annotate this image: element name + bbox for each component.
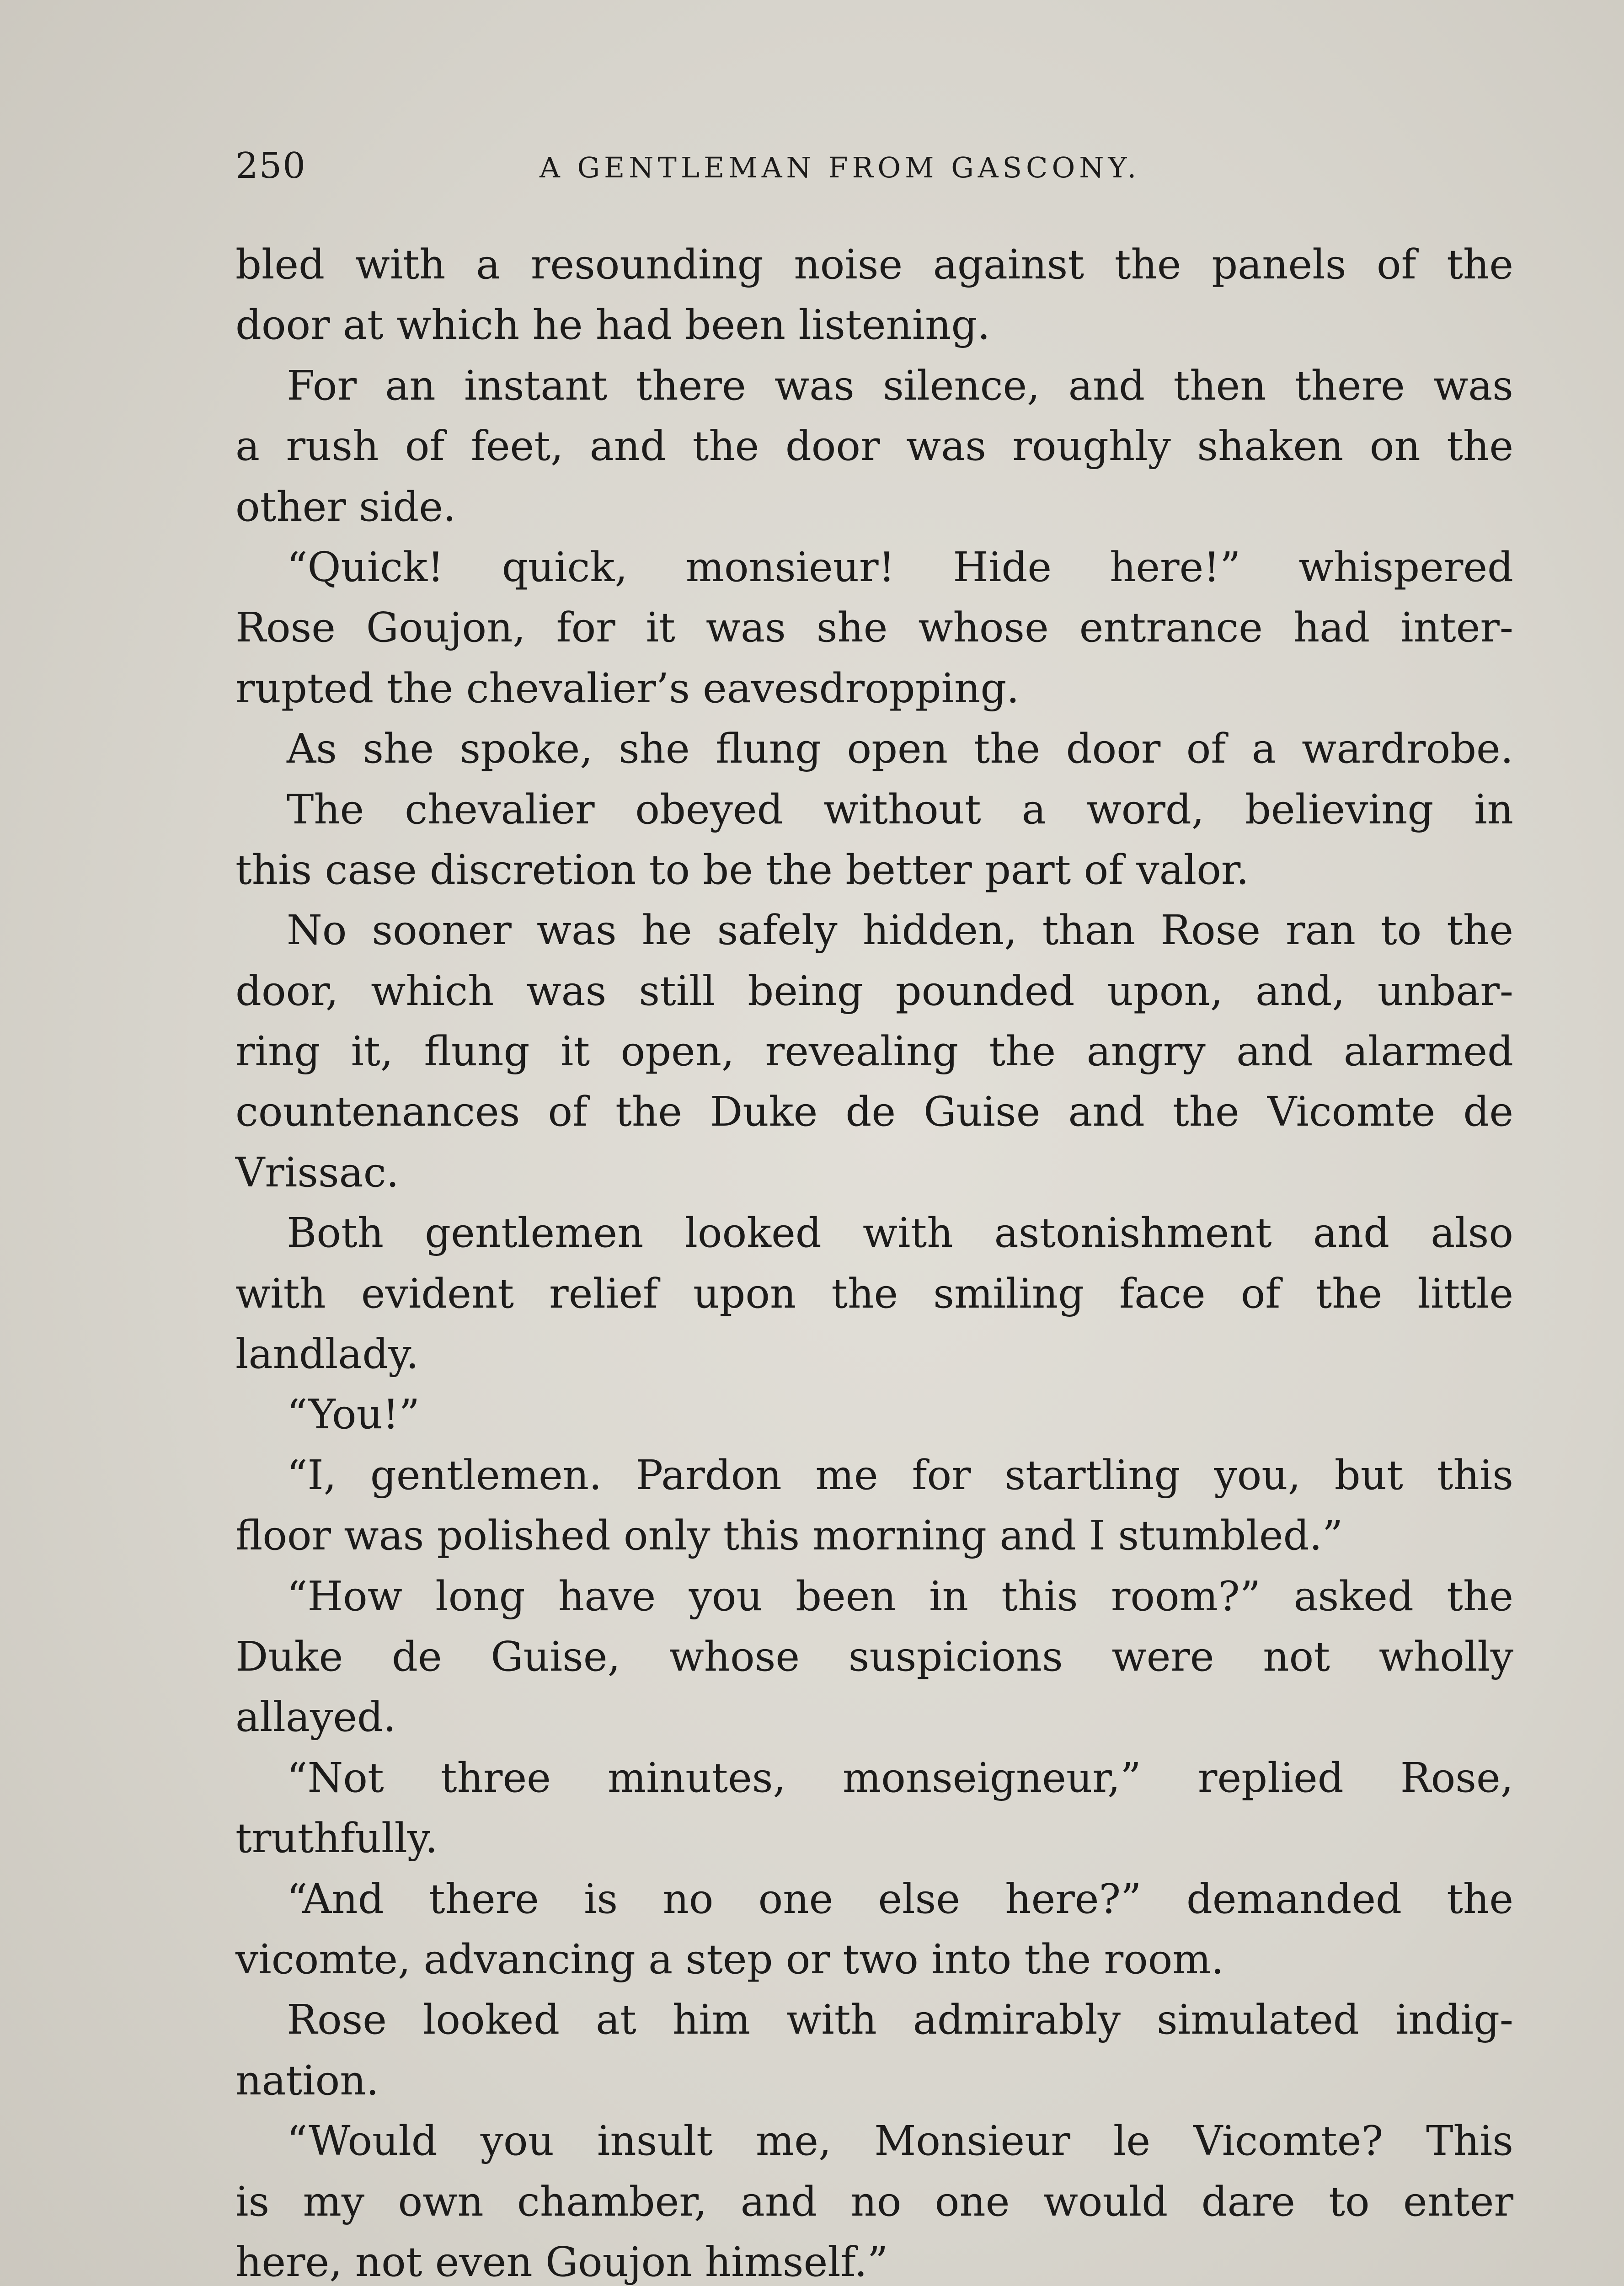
- text-line: “Would you insult me, Monsieur le Vicomte? This: [287, 2117, 1513, 2165]
- text-line: ring it, flung it open, revealing the angry and alarmed: [235, 1027, 1513, 1075]
- running-title: A GENTLEMAN FROM GASCONY.: [540, 151, 1141, 184]
- text-line: allayed.: [235, 1693, 396, 1741]
- text-line: No sooner was he safely hidden, than Rose ran to the: [287, 906, 1513, 954]
- text-line: countenances of the Duke de Guise and the Vicomte de: [235, 1088, 1513, 1136]
- text-line: “Quick! quick, monsieur! Hide here!” whispered: [287, 543, 1513, 591]
- text-line: landlady.: [235, 1330, 419, 1378]
- text-line: this case discretion to be the better part of valor.: [235, 845, 1249, 893]
- text-line: As she spoke, she flung open the door of a wardrobe.: [287, 725, 1513, 773]
- text-line: “How long have you been in this room?” asked the: [287, 1572, 1513, 1620]
- text-line: nation.: [235, 2056, 379, 2104]
- text-line: “I, gentlemen. Pardon me for startling you, but this: [287, 1451, 1513, 1499]
- text-line: with evident relief upon the smiling face of the little: [235, 1269, 1513, 1317]
- text-line: For an instant there was silence, and then there was: [287, 361, 1513, 409]
- text-line: vicomte, advancing a step or two into the room.: [235, 1935, 1224, 1983]
- text-line: The chevalier obeyed without a word, believing in: [287, 785, 1513, 833]
- text-line: bled with a resounding noise against the panels of the: [235, 240, 1513, 288]
- text-line: door at which he had been listening.: [235, 301, 990, 349]
- text-line: “Not three minutes, monseigneur,” replied Rose,: [287, 1753, 1513, 1801]
- text-line: Both gentlemen looked with astonishment and also: [287, 1209, 1513, 1257]
- text-line: other side.: [235, 482, 456, 530]
- text-line: a rush of feet, and the door was roughly shaken on the: [235, 422, 1513, 470]
- text-line: floor was polished only this morning and I stumbled.”: [235, 1512, 1343, 1560]
- text-line: rupted the chevalier’s eavesdropping.: [235, 664, 1020, 712]
- text-line: “You!”: [287, 1390, 420, 1438]
- text-line: “And there is no one else here?” demanded the: [287, 1875, 1513, 1923]
- text-line: truthfully.: [235, 1814, 438, 1862]
- page-header: [235, 145, 1516, 196]
- text-line: Duke de Guise, whose suspicions were not wholly: [235, 1632, 1513, 1680]
- body-text: [235, 234, 1513, 2286]
- text-line: door, which was still being pounded upon, and, unbar-: [235, 967, 1513, 1015]
- text-line: here, not even Goujon himself.”: [235, 2238, 888, 2286]
- text-line: Rose Goujon, for it was she whose entrance had inter-: [235, 604, 1513, 652]
- text-line: Vrissac.: [235, 1148, 399, 1196]
- page-number: 250: [235, 145, 306, 187]
- text-line: Rose looked at him with admirably simulated indig-: [287, 1996, 1513, 2044]
- text-line: is my own chamber, and no one would dare to enter: [235, 2177, 1513, 2225]
